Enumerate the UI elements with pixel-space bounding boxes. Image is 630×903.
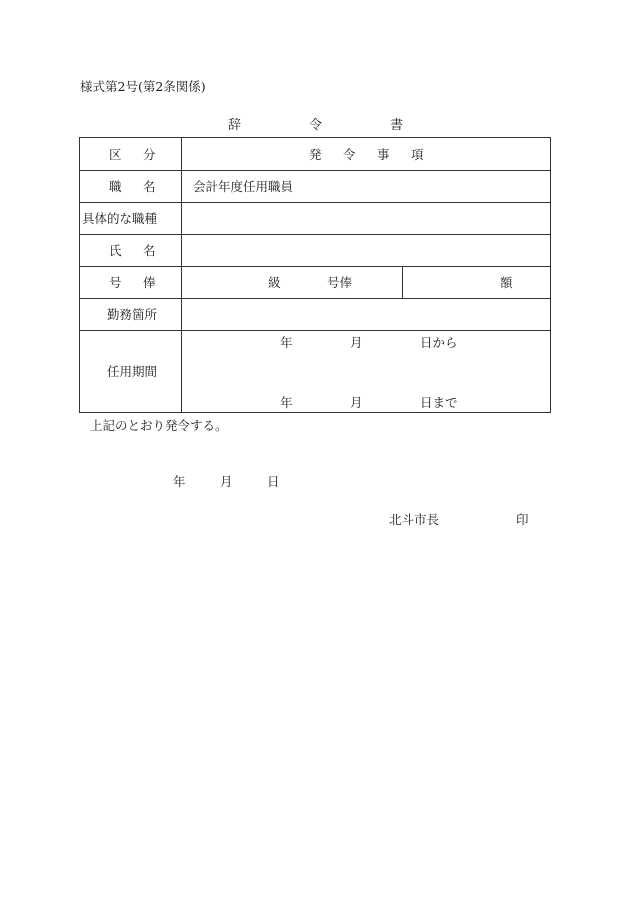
header-label-char: 分 [143, 147, 156, 162]
row-divider [80, 298, 550, 299]
row-label-char: 氏 [109, 243, 122, 258]
job-type-label: 具体的な職種 [82, 211, 158, 226]
issue-year-unit: 年 [173, 474, 186, 489]
row-label-char: 職 [109, 179, 122, 194]
issue-day-unit: 日 [267, 474, 280, 489]
appointment-table [79, 137, 551, 413]
row-divider [80, 202, 550, 203]
issuance-statement: 上記のとおり発令する。 [90, 418, 228, 433]
form-number-label: 様式第2号(第2条関係) [80, 79, 206, 94]
row-divider [80, 266, 550, 267]
end-year-unit: 年 [280, 395, 293, 410]
row-divider [80, 234, 550, 235]
end-day-unit: 日まで [420, 395, 458, 410]
header-label-char: 項 [411, 147, 424, 162]
row-label-char: 俸 [143, 275, 156, 290]
header-label-char: 区 [109, 147, 122, 162]
seal-mark: 印 [516, 512, 529, 527]
row-label-char: 名 [143, 179, 156, 194]
header-label-char: 事 [377, 147, 390, 162]
amount-unit: 額 [500, 275, 513, 290]
header-label-char: 令 [343, 147, 356, 162]
salary-divider [402, 266, 403, 298]
start-year-unit: 年 [280, 335, 293, 350]
title-char: 書 [390, 118, 404, 133]
row-label-char: 名 [143, 243, 156, 258]
step-unit: 号俸 [327, 275, 353, 290]
row-label-char: 号 [109, 275, 122, 290]
start-month-unit: 月 [350, 335, 363, 350]
row-divider [80, 170, 550, 171]
issue-month-unit: 月 [220, 474, 233, 489]
issuer-title: 北斗市長 [389, 512, 440, 527]
position-value: 会計年度任用職員 [193, 179, 294, 194]
start-day-unit: 日から [420, 335, 458, 350]
row-divider [80, 330, 550, 331]
column-divider [181, 138, 182, 412]
period-label: 任用期間 [107, 364, 158, 379]
end-month-unit: 月 [350, 395, 363, 410]
title-char: 辞 [228, 118, 242, 133]
grade-unit: 級 [268, 275, 281, 290]
workplace-label: 勤務箇所 [107, 307, 158, 322]
title-char: 令 [309, 118, 323, 133]
header-label-char: 発 [309, 147, 322, 162]
